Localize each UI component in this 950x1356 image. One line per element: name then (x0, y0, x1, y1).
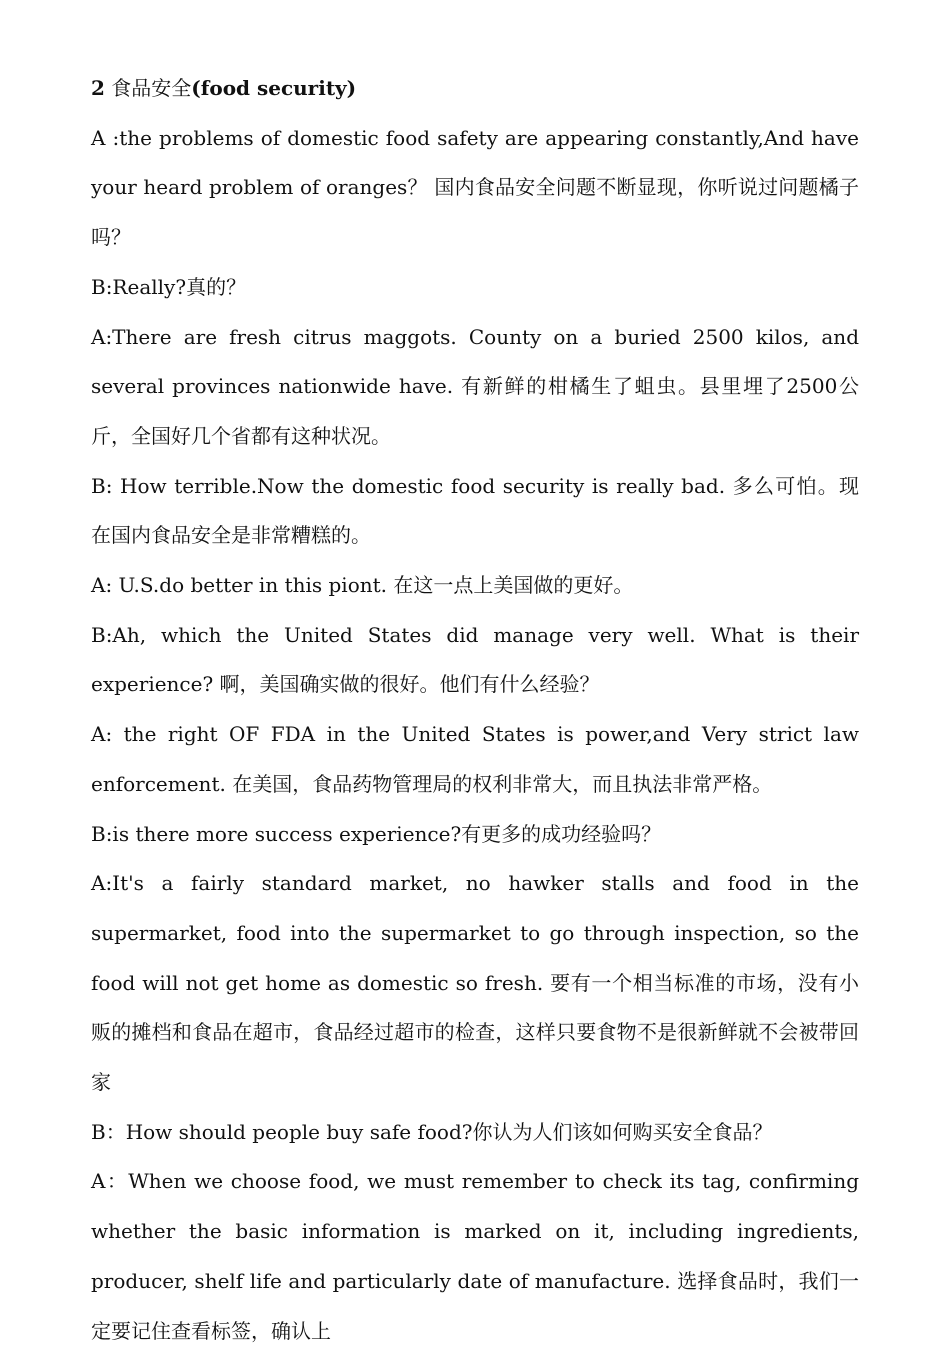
dialogue-line: B:Ah, which the United States did manage very well. What is their experience? 啊，美国确实做的很好。他们有什么经验？ (91, 622, 859, 697)
dialogue-line: A:It's a fairly standard market, no hawker stalls and food in the supermarket, food into the supermarket to go through inspection, so the food will not get home as domestic so fresh. 要有一个相当标准的市场，没有小贩的摊档和食品在超市，食品经过超市的检查，这样只要食物不是很新鲜就不会被带回家 (91, 871, 859, 1095)
section-number: 2 (91, 76, 105, 100)
dialogue-line: B:is there more success experience?有更多的成功经验吗？ (91, 821, 662, 846)
dialogue-line: A: U.S.do better in this piont. 在这一点上美国做的更好。 (91, 573, 634, 598)
dialogue-line: B: How terrible.Now the domestic food security is really bad. 多么可怕。现在国内食品安全是非常糟糕的。 (91, 473, 859, 548)
document-page (91, 64, 859, 1356)
dialogue-line: A:There are fresh citrus maggots. County on a buried 2500 kilos, and several provinces nationwide have. 有新鲜的柑橘生了蛆虫。县里埋了2500公斤，全国好几个省都有这种状况。 (91, 324, 859, 448)
dialogue-line: B:Really?真的？ (91, 274, 247, 299)
section-title-english: (food security) (191, 76, 357, 100)
dialogue-line: A :the problems of domestic food safety are appearing constantly,And have your heard problem of oranges？ 国内食品安全问题不断显现，你听说过问题橘子吗？ (91, 125, 859, 250)
dialogue-line: A: the right OF FDA in the United States is power,and Very strict law enforcement. 在美国，食品药物管理局的权利非常大，而且执法非常严格。 (91, 722, 859, 796)
section-title-chinese: 食品安全 (111, 76, 192, 100)
dialogue-line: A：When we choose food, we must remember to check its tag, confirming whether the basic information is marked on it, including ingredients, producer, shelf life and particularly date of manufacture. 选择食品时，我们一定要记住查看标签，确认上 (91, 1169, 859, 1343)
section-heading (91, 64, 859, 114)
dialogue-line: B：How should people buy safe food?你认为人们该如何购买安全食品？ (91, 1119, 773, 1144)
